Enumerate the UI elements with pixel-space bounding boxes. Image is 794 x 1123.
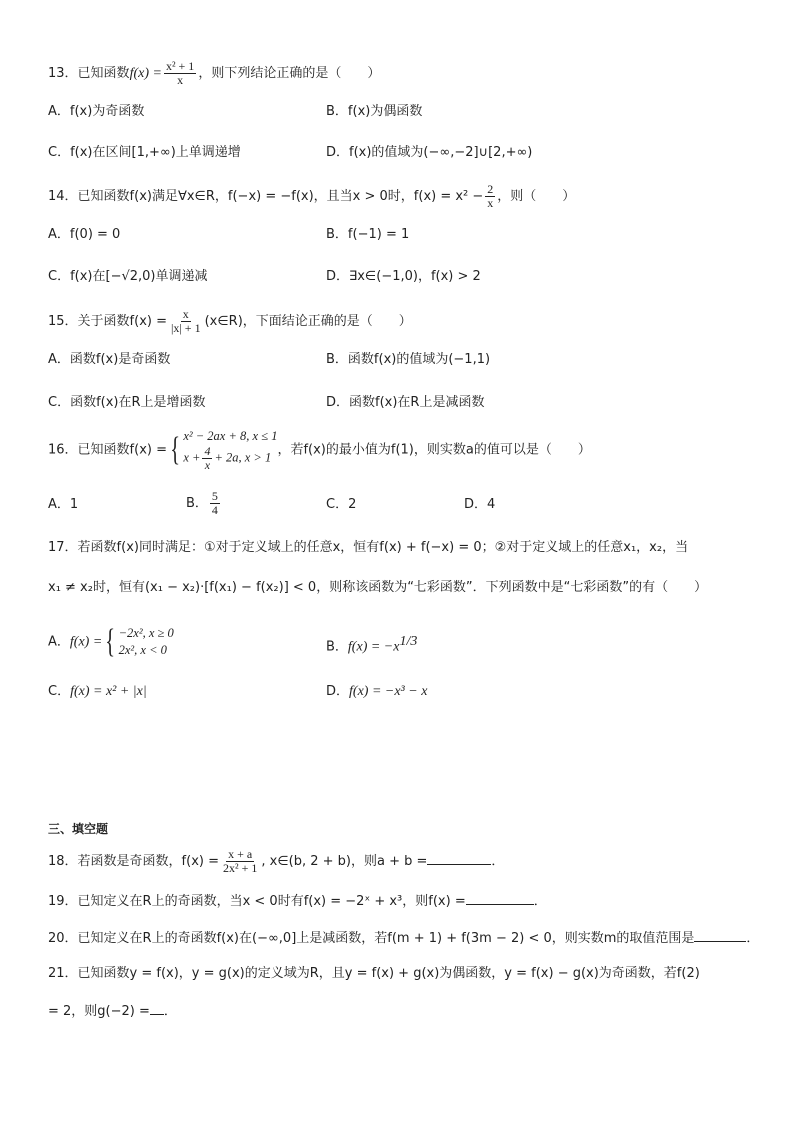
q16-piecewise: x² − 2ax + 8, x ≤ 1 x + $\frac{4}{x}$ + 2a, x > 1 [183, 429, 278, 472]
q15-option-d[interactable]: D．函数f(x)在R上是减函数 [326, 395, 485, 410]
q16-option-a[interactable]: A．1 [48, 497, 79, 512]
section-title: 三、填空题 [48, 822, 109, 836]
q18-answer-blank[interactable] [427, 852, 491, 865]
q17-a-piecewise: −2x², x ≥ 0 2x², x < 0 [118, 626, 174, 657]
q19-stem: 19．已知定义在R上的奇函数，当x < 0时有f(x) = −2ˣ + x³，则f(x) = ． [48, 894, 547, 909]
q13-fraction: $\frac{\text{x² + 1}}{x}$ [165, 59, 195, 87]
q15-stem: 15．关于函数f(x) = $\frac{x}{|x| + 1}$ (x∈R)，下面结论正确的是（ ） [48, 307, 412, 335]
q19-answer-blank[interactable] [466, 892, 534, 905]
q18-stem: 18．若函数是奇函数，f(x) = $\frac{x + a}{\text{2x² + 1}}$ , x∈(b, 2 + b)，则a + b = ． [48, 847, 505, 875]
q14-option-b[interactable]: B．f(−1) = 1 [326, 227, 410, 242]
q16-option-b[interactable]: B． $\frac{5}{4}$ [186, 489, 218, 517]
q21-stem-line1: 21．已知函数y = f(x)，y = g(x)的定义域为R，且y = f(x) + g(x)为偶函数，y = f(x) − g(x)为奇函数，若f(2) [48, 966, 700, 981]
q13-stem: 13．已知函数f(x) = $\frac{\text{x² + 1}}{x}$ ，则下列结论正确的是（ ） [48, 59, 381, 87]
q17-option-d[interactable]: D．f(x) = −x³ − x [326, 684, 428, 699]
q16-b-fraction: $\frac{5}{4}$ [211, 489, 218, 517]
q15-option-c[interactable]: C．函数f(x)在R上是增函数 [48, 395, 206, 410]
q14-stem: 14．已知函数f(x)满足∀x∈R，f(−x) = −f(x)，且当x > 0时，f(x) = x² − $\frac{2}{x}$ ，则（ ） [48, 182, 576, 210]
q21-answer-blank[interactable] [150, 1002, 164, 1015]
q13-option-d[interactable]: D．f(x)的值域为(−∞,−2]∪[2,+∞) [326, 145, 533, 160]
q18-fraction: $\frac{x + a}{\text{2x² + 1}}$ [223, 847, 258, 875]
left-brace-icon: { [105, 623, 116, 660]
q13-option-b[interactable]: B．f(x)为偶函数 [326, 104, 423, 119]
q15-option-a[interactable]: A．函数f(x)是奇函数 [48, 352, 171, 367]
q13-option-a[interactable]: A．f(x)为奇函数 [48, 104, 145, 119]
q17-stem-line2: x₁ ≠ x₂时，恒有(x₁ − x₂)·[f(x₁) − f(x₂)] < 0，则称该函数为“七彩函数”．下列函数中是“七彩函数”的有（ ） [48, 580, 708, 595]
left-brace-icon: { [170, 431, 181, 468]
q16-option-c[interactable]: C．2 [326, 497, 357, 512]
q15-fraction: $\frac{x}{|x| + 1}$ [171, 307, 201, 335]
q13-number: 13． [48, 66, 78, 81]
q21-stem-line2: = 2，则g(−2) = ． [48, 1004, 177, 1019]
q14-option-c[interactable]: C．f(x)在[−√2,0)单调递减 [48, 269, 208, 284]
q13-option-c[interactable]: C．f(x)在区间[1,+∞)上单调递增 [48, 145, 241, 160]
q16-option-d[interactable]: D．4 [464, 497, 496, 512]
q14-fraction: $\frac{2}{x}$ [487, 182, 494, 210]
q15-option-b[interactable]: B．函数f(x)的值域为(−1,1) [326, 352, 491, 367]
q20-stem: 20．已知定义在R上的奇函数f(x)在(−∞,0]上是减函数，若f(m + 1) + f(3m − 2) < 0，则实数m的取值范围是 ． [48, 931, 760, 946]
q14-option-d[interactable]: D．∃x∈(−1,0)，f(x) > 2 [326, 269, 481, 284]
q17-option-b[interactable]: B．$f(x) = -x^{1/3}$ [326, 634, 418, 655]
q17-stem-line1: 17．若函数f(x)同时满足：①对于定义域上的任意x，恒有f(x) + f(−x) = 0；②对于定义域上的任意x₁，x₂，当 [48, 540, 689, 555]
q16-stem: 16．已知函数f(x) ={ x² − 2ax + 8, x ≤ 1 x + $\frac{4}{x}$ + 2a, x > 1 ，若f(x)的最小值为f(1)，则实数a的值可以是（ ） [48, 429, 591, 472]
q20-answer-blank[interactable] [694, 929, 746, 942]
q14-option-a[interactable]: A．f(0) = 0 [48, 227, 121, 242]
q17-option-c[interactable]: C．f(x) = x² + |x| [48, 684, 147, 699]
q17-option-a[interactable]: A．f(x) ={ −2x², x ≥ 0 2x², x < 0 [48, 623, 174, 660]
